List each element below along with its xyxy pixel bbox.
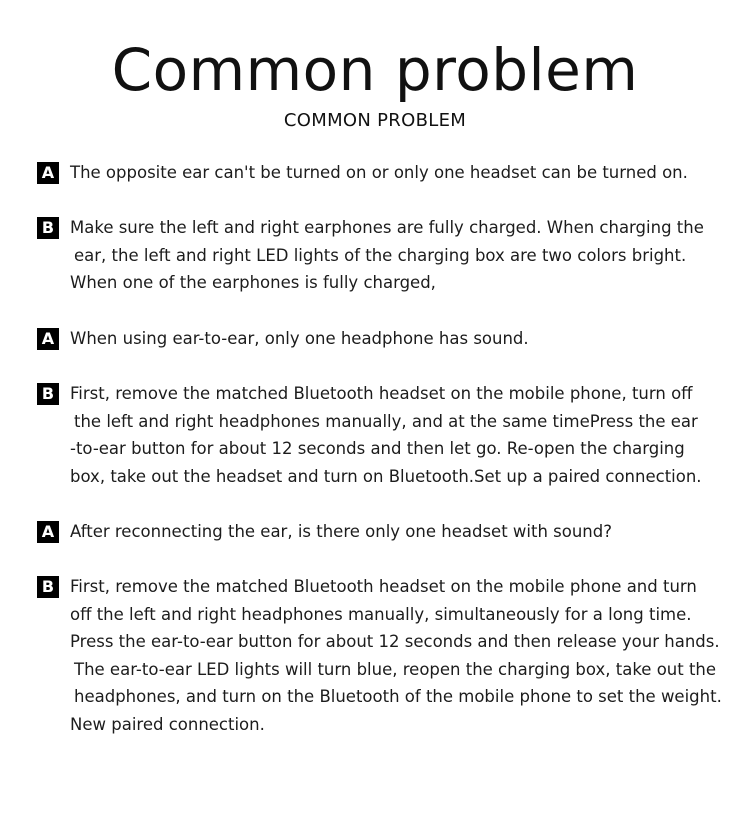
answer-text	[70, 214, 742, 297]
question-badge: A	[37, 328, 59, 350]
text-line: headphones, and turn on the Bluetooth of the mobile phone to set the weight.	[74, 687, 722, 706]
text-line: -to-ear button for about 12 seconds and then let go. Re-open the charging	[70, 439, 685, 458]
text-line: First, remove the matched Bluetooth headset on the mobile phone, turn off	[70, 384, 693, 403]
question-text	[70, 325, 742, 353]
text-line: box, take out the headset and turn on Bluetooth.Set up a paired connection.	[70, 466, 702, 486]
text-line: Make sure the left and right earphones are fully charged. When charging the	[70, 218, 704, 237]
text-line: Press the ear-to-ear button for about 12 seconds and then release your hands.	[70, 632, 720, 651]
answer-badge: B	[37, 383, 59, 405]
answer-badge: B	[37, 576, 59, 598]
question-badge: A	[37, 162, 59, 184]
text-line: After reconnecting the ear, is there only one headset with sound?	[70, 522, 612, 541]
question-text	[70, 159, 742, 187]
text-line: ear, the left and right LED lights of the charging box are two colors bright.	[74, 245, 687, 265]
text-line: New paired connection.	[70, 714, 265, 734]
page-subtitle: COMMON PROBLEM	[283, 110, 467, 131]
text-line: off the left and right headphones manually, simultaneously for a long time.	[70, 604, 692, 624]
page-title: Common problem	[111, 36, 639, 104]
text-line: When one of the earphones is fully charged,	[70, 273, 436, 292]
question-badge: A	[37, 521, 59, 543]
answer-text	[70, 573, 742, 738]
text-line: When using ear-to-ear, only one headphone has sound.	[70, 329, 529, 348]
answer-text	[70, 380, 742, 490]
text-line: the left and right headphones manually, and at the same timePress the ear	[74, 411, 698, 431]
text-line: First, remove the matched Bluetooth headset on the mobile phone and turn	[70, 577, 697, 596]
question-text	[70, 518, 742, 546]
text-line: The opposite ear can't be turned on or only one headset can be turned on.	[70, 163, 688, 182]
answer-badge: B	[37, 217, 59, 239]
text-line: The ear-to-ear LED lights will turn blue, reopen the charging box, take out the	[74, 659, 717, 679]
